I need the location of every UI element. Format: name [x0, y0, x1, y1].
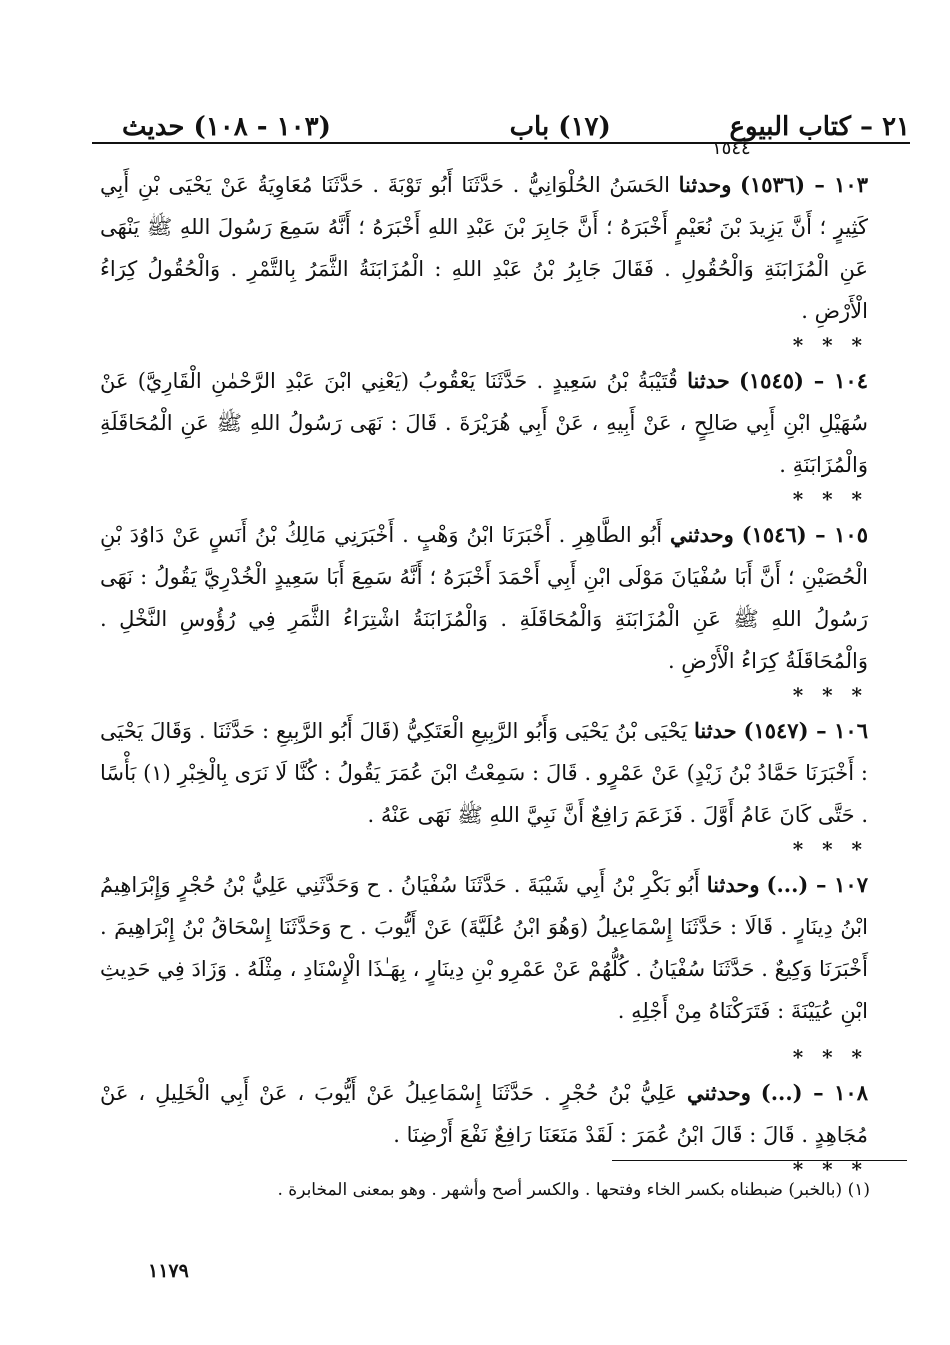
separator: * * * [792, 837, 868, 861]
page-number: ١١٧٩ [148, 1260, 189, 1282]
hadith-106 [100, 710, 868, 836]
separator: * * * [792, 1157, 868, 1181]
hadith-body [100, 164, 868, 1184]
chain-marker: وحدثني [669, 522, 734, 547]
chain-marker: حدثنا [693, 718, 737, 743]
hadith-103 [100, 164, 868, 332]
hadith-text: أَبُو الطَّاهِرِ . أَخْبَرَنَا ابْنُ وَهْبٍ . أَخْبَرَنِي مَالِكُ بْنُ أَنَسٍ عَنْ دَاوُدَ بْنِ الْحُصَيْنِ ؛ أَنَّ أَبَا سُفْيَانَ مَوْلَى ابْنِ أَبِي أَحْمَدَ أَخْبَرَهُ ؛ أَنَّهُ سَمِعَ أَبَا سَعِيدٍ الْخُدْرِيَّ يَقُولُ : نَهَى رَسُولُ اللهِ ﷺ عَنِ الْمُزَابَنَةِ وَالْمُحَاقَلَةِ . وَالْمُزَابَنَةُ اشْتِرَاءُ الثَّمَرِ فِي رُؤُوسِ النَّخْلِ . وَالْمُحَاقَلَةُ كِرَاءُ الْأَرْضِ . [100, 523, 868, 673]
hadith-108 [100, 1072, 868, 1156]
hadith-105 [100, 514, 868, 682]
hadith-number: ١٠٨ – (...) [760, 1080, 868, 1105]
hadith-text: الحَسَنُ الحُلْوَانِيُّ . حَدَّثَنَا أَبُو تَوْبَةَ . حَدَّثَنَا مُعَاوِيَةُ عَنْ يَحْيَى بْنِ أَبِي كَثِيرٍ ؛ أَنَّ يَزِيدَ بْنَ نُعَيْمٍ أَخْبَرَهُ ؛ أَنَّ جَابِرَ بْنَ عَبْدِ اللهِ أَخْبَرَهُ ؛ أَنَّهُ سَمِعَ رَسُولَ اللهِ ﷺ يَنْهَى عَنِ الْمُزَابَنَةِ وَالْحُقُولِ . فَقَالَ جَابِرُ بْنُ عَبْدِ اللهِ : الْمُزَابَنَةُ الثَّمَرُ بِالتَّمْرِ . وَالْحُقُولُ كِرَاءُ الْأَرْضِ . [100, 173, 868, 323]
hadith-number: ١٠٣ – (١٥٣٦) [740, 172, 868, 197]
chain-marker: وحدثنا [706, 872, 760, 897]
footnote-rule [612, 1160, 907, 1161]
separator: * * * [792, 333, 868, 357]
running-header [92, 96, 910, 142]
header-rule [92, 142, 910, 144]
margin-note: ١٥٤٤ [712, 138, 751, 159]
chain-marker: حدثنا [687, 368, 730, 393]
hadith-107 [100, 864, 868, 1032]
hadith-number: ١٠٥ – (١٥٤٦) [741, 522, 868, 547]
hadith-text: عَلِيُّ بْنُ حُجْرٍ . حَدَّثَنَا إِسْمَاعِيلُ عَنْ أَيُّوبَ ، عَنْ أَبِي الْخَلِيلِ ، عَنْ مُجَاهِدٍ . قَالَ : قَالَ ابْنُ عُمَرَ : لَقَدْ مَنَعَنَا رَافِعٌ نَفْعَ أَرْضِنَا . [100, 1081, 868, 1147]
chain-marker: وحدثنا [678, 172, 732, 197]
hadith-range: (١٠٣ - ١٠٨) حديث [122, 112, 331, 142]
book-title: ٢١ – كتاب البيوع [729, 112, 910, 142]
separator: * * * [792, 683, 868, 707]
chain-marker: وحدثني [687, 1080, 751, 1105]
hadith-text: يَحْيَى بْنُ يَحْيَى وَأَبُو الرَّبِيعِ الْعَتَكِيُّ (قَالَ أَبُو الرَّبِيعِ : حَدَّثَنَا . وَقَالَ يَحْيَى : أَخْبَرَنَا حَمَّادُ بْنُ زَيْدٍ) عَنْ عَمْرٍو . قَالَ : سَمِعْتُ ابْنَ عُمَرَ يَقُولُ : كُنَّا لَا نَرَى بِالْخِبْرِ (١) بَأْسًا . حَتَّى كَانَ عَامُ أَوَّلَ . فَزَعَمَ رَافِعٌ أَنَّ نَبِيَّ اللهِ ﷺ نَهَى عَنْهُ . [100, 719, 868, 827]
hadith-number: ١٠٤ – (١٥٤٥) [738, 368, 868, 393]
hadith-104 [100, 360, 868, 486]
hadith-number: ١٠٦ – (١٥٤٧) [743, 718, 868, 743]
chapter-label: (١٧) باب [509, 112, 611, 142]
separator: * * * [792, 487, 868, 511]
separator: * * * [792, 1045, 868, 1069]
hadith-text: أَبُو بَكْرِ بْنُ أَبِي شَيْبَةَ . حَدَّثَنَا سُفْيَانُ . ح وَحَدَّثَنِي عَلِيُّ بْنُ حُجْرٍ وَإِبْرَاهِيمُ ابْنُ دِينَارٍ . قَالَا : حَدَّثَنَا إِسْمَاعِيلُ (وَهُوَ ابْنُ عُلَيَّةَ) عَنْ أَيُّوبَ . ح وَحَدَّثَنَا إِسْحَاقُ بْنُ إِبْرَاهِيمَ . أَخْبَرَنَا وَكِيعٌ . حَدَّثَنَا سُفْيَانُ . كُلُّهُمْ عَنْ عَمْرِو بْنِ دِينَارٍ ، بِهَـٰذَا الْإِسْنَادِ ، مِثْلَهُ . وَزَادَ فِي حَدِيثِ ابْنِ عُيَيْنَةَ : فَتَرَكْنَاهُ مِنْ أَجْلِهِ . [100, 873, 868, 1023]
footnote: (١) (بالخبر) ضبطناه بكسر الخاء وفتحها . والكسر أصح وأشهر . وهو بمعنى المخابرة . [277, 1180, 870, 1200]
hadith-text: قُتَيْبَةُ بْنُ سَعِيدٍ . حَدَّثَنَا يَعْقُوبُ (يَعْنِي ابْنَ عَبْدِ الرَّحْمٰنِ الْقَارِيَّ) عَنْ سُهَيْلِ ابْنِ أَبِي صَالِحٍ ، عَنْ أَبِيهِ ، عَنْ أَبِي هُرَيْرَةَ . قَالَ : نَهَى رَسُولُ اللهِ ﷺ عَنِ الْمُحَاقَلَةِ وَالْمُزَابَنَةِ . [100, 369, 868, 477]
hadith-number: ١٠٧ – (...) [766, 872, 868, 897]
